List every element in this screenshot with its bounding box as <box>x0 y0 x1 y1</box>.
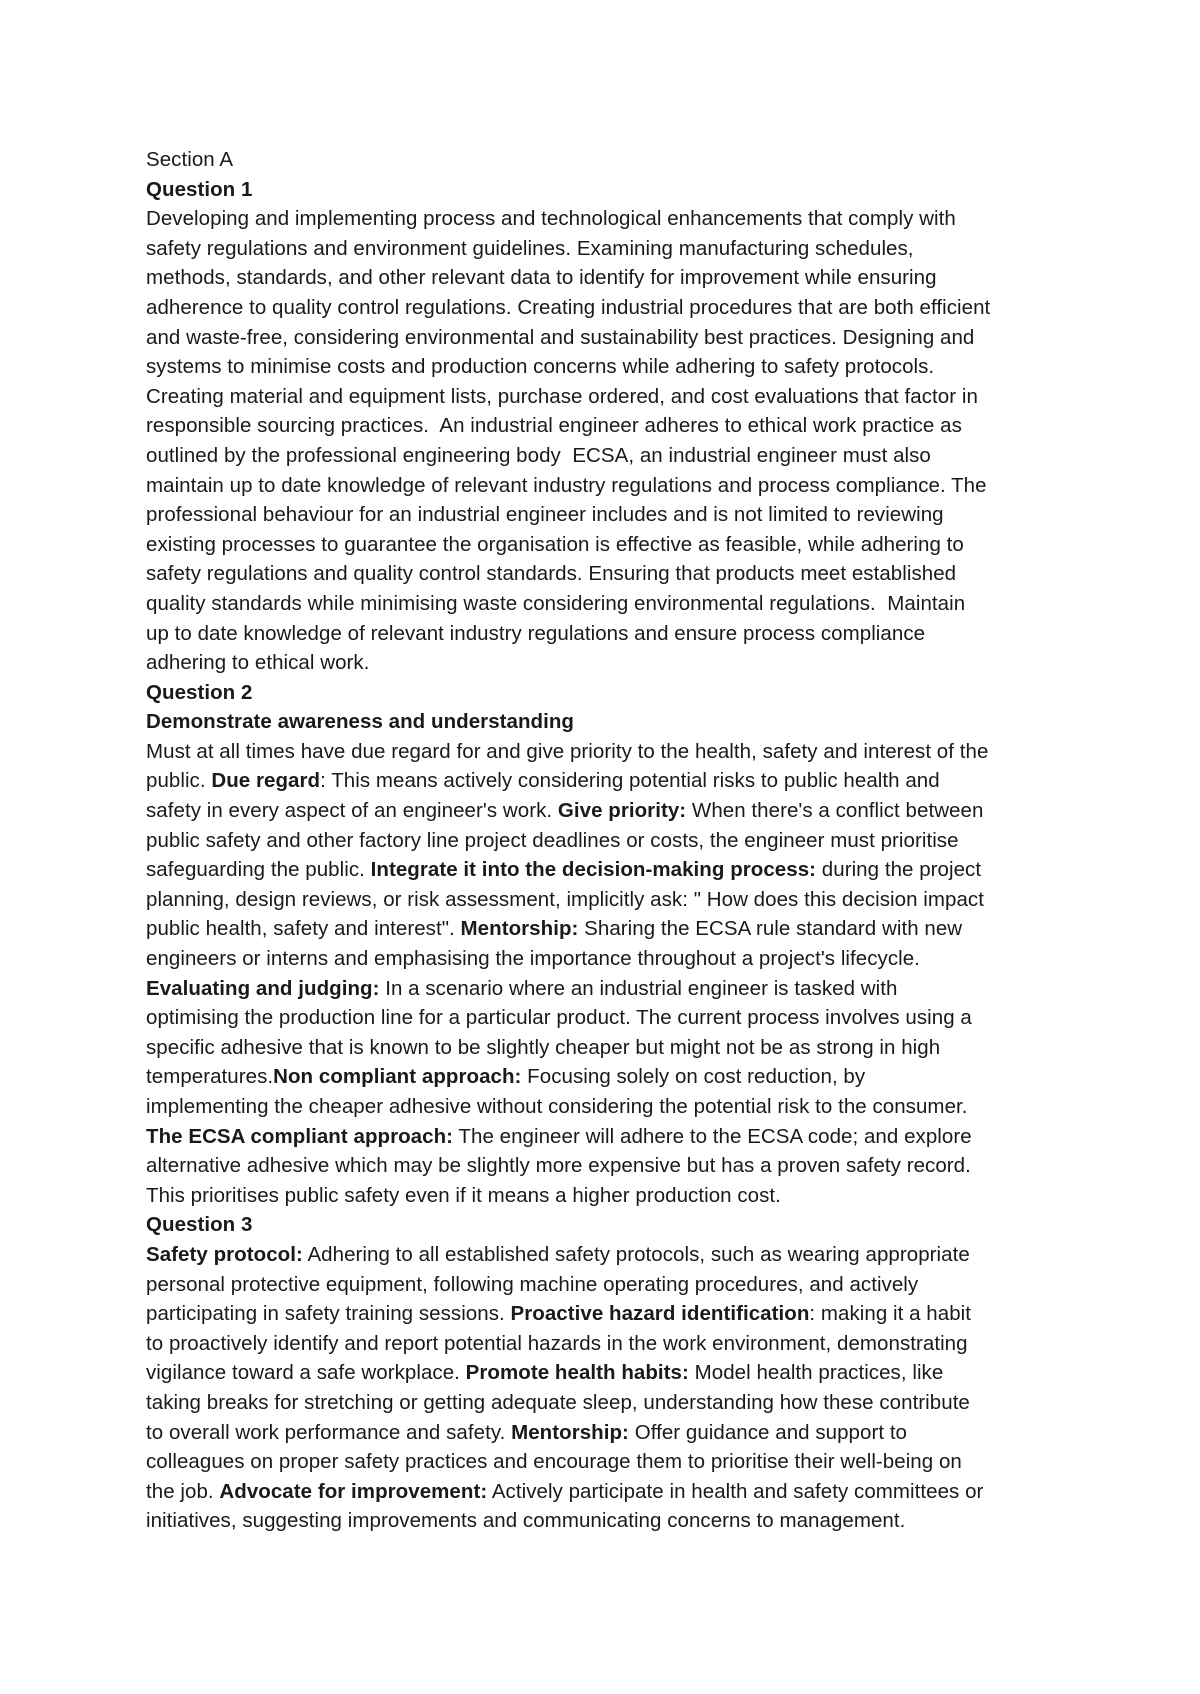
text-run: In a scenario where an industrial engineer is tasked with <box>379 976 898 1000</box>
bold-text: Proactive hazard identification <box>510 1302 810 1326</box>
text-run: Offer guidance and support to <box>628 1420 908 1444</box>
text-line <box>146 1151 1066 1181</box>
text-run: Actively participate in health and safety committees or <box>487 1479 984 1503</box>
text-run: safety regulations and environment guidelines. Examining manufacturing schedules, <box>146 236 914 260</box>
text-line <box>146 619 1066 649</box>
text-run: systems to minimise costs and production concerns while adhering to safety protocols. <box>146 355 935 379</box>
text-line <box>146 1506 1066 1536</box>
text-line <box>146 974 1066 1004</box>
text-run: public health, safety and interest". <box>146 917 461 941</box>
text-run: existing processes to guarantee the organisation is effective as feasible, while adhering to <box>146 532 964 556</box>
text-run: the job. <box>146 1479 220 1503</box>
text-line <box>146 944 1066 974</box>
text-run: up to date knowledge of relevant industry regulations and ensure process compliance <box>146 621 926 645</box>
text-line <box>146 589 1066 619</box>
text-run: Model health practices, like <box>688 1361 944 1385</box>
text-line <box>146 1418 1066 1448</box>
bold-text: Safety protocol: <box>146 1242 303 1266</box>
bold-text: Mentorship: <box>460 917 579 941</box>
text-run: initiatives, suggesting improvements and communicating concerns to management. <box>146 1509 906 1533</box>
text-run: colleagues on proper safety practices and encourage them to prioritise their well-being on <box>146 1450 962 1474</box>
text-line <box>146 323 1066 353</box>
text-line <box>146 1447 1066 1477</box>
text-line <box>146 914 1066 944</box>
text-line <box>146 766 1066 796</box>
bold-text: Demonstrate awareness and understanding <box>146 710 575 734</box>
text-run: Developing and implementing process and technological enhancements that comply with <box>146 207 956 231</box>
text-line <box>146 204 1066 234</box>
text-run: Must at all times have due regard for and give priority to the health, safety and interest of the <box>146 739 989 763</box>
text-run: : This means actively considering potential risks to public health and <box>320 769 940 793</box>
text-line <box>146 1210 1066 1240</box>
text-line <box>146 441 1066 471</box>
text-line <box>146 855 1066 885</box>
text-line <box>146 1033 1066 1063</box>
text-line <box>146 1092 1066 1122</box>
text-run: outlined by the professional engineering body ECSA, an industrial engineer must also <box>146 443 931 467</box>
text-run: specific adhesive that is known to be slightly cheaper but might not be as strong in high <box>146 1035 941 1059</box>
text-run: maintain up to date knowledge of relevant industry regulations and process compliance. The <box>146 473 987 497</box>
text-run: methods, standards, and other relevant data to identify for improvement while ensuring <box>146 266 937 290</box>
text-line <box>146 411 1066 441</box>
text-run: during the project <box>816 858 982 882</box>
text-run: participating in safety training sessions. <box>146 1302 511 1326</box>
bold-text: Integrate it into the decision-making process: <box>370 858 817 882</box>
text-run: vigilance toward a safe workplace. <box>146 1361 466 1385</box>
text-line <box>146 1329 1066 1359</box>
text-run: adherence to quality control regulations. Creating industrial procedures that are both efficient <box>146 295 991 319</box>
document-body <box>146 145 1066 1536</box>
text-line <box>146 1477 1066 1507</box>
text-run: : making it a habit <box>809 1302 972 1326</box>
text-line <box>146 796 1066 826</box>
text-run: personal protective equipment, following machine operating procedures, and actively <box>146 1272 919 1296</box>
text-run: engineers or interns and emphasising the importance throughout a project's lifecycle. <box>146 947 920 971</box>
bold-text: Non compliant approach: <box>273 1065 522 1089</box>
text-run: responsible sourcing practices. An industrial engineer adheres to ethical work practice as <box>146 414 962 438</box>
bold-text: Mentorship: <box>511 1420 629 1444</box>
text-run: planning, design reviews, or risk assessment, implicitly ask: " How does this decision impact <box>146 887 984 911</box>
text-run: Sharing the ECSA rule standard with new <box>578 917 963 941</box>
text-run: safeguarding the public. <box>146 858 371 882</box>
text-line <box>146 559 1066 589</box>
text-line <box>146 1388 1066 1418</box>
text-run: This prioritises public safety even if it means a higher production cost. <box>146 1183 781 1207</box>
text-line <box>146 1270 1066 1300</box>
text-line <box>146 530 1066 560</box>
text-line <box>146 293 1066 323</box>
text-run: to overall work performance and safety. <box>146 1420 512 1444</box>
text-run: quality standards while minimising waste considering environmental regulations. Maintain <box>146 591 966 615</box>
text-line <box>146 1358 1066 1388</box>
text-run: Focusing solely on cost reduction, by <box>521 1065 866 1089</box>
text-run: Creating material and equipment lists, purchase ordered, and cost evaluations that factor in <box>146 384 978 408</box>
text-line <box>146 1240 1066 1270</box>
text-run: Section A <box>146 148 234 171</box>
text-run: professional behaviour for an industrial engineer includes and is not limited to reviewing <box>146 503 944 527</box>
bold-text: Evaluating and judging: <box>146 976 380 1000</box>
text-run: safety regulations and quality control standards. Ensuring that products meet established <box>146 562 957 586</box>
text-run: safety in every aspect of an engineer's work. <box>146 799 558 823</box>
text-line <box>146 885 1066 915</box>
bold-text: Question 3 <box>146 1213 253 1237</box>
text-run: taking breaks for stretching or getting adequate sleep, understanding how these contribute <box>146 1390 970 1414</box>
text-line <box>146 826 1066 856</box>
text-line <box>146 707 1066 737</box>
text-run: temperatures. <box>146 1065 274 1089</box>
text-run: Adhering to all established safety protocols, such as wearing appropriate <box>302 1242 970 1266</box>
bold-text: Question 1 <box>146 177 253 201</box>
text-run: public. <box>146 769 212 793</box>
text-line <box>146 1003 1066 1033</box>
text-line <box>146 234 1066 264</box>
text-run: adhering to ethical work. <box>146 651 370 675</box>
text-line <box>146 352 1066 382</box>
bold-text: Promote health habits: <box>465 1361 689 1385</box>
text-line <box>146 1299 1066 1329</box>
text-run: implementing the cheaper adhesive without considering the potential risk to the consumer. <box>146 1095 968 1118</box>
text-line <box>146 382 1066 412</box>
text-line <box>146 263 1066 293</box>
text-line <box>146 678 1066 708</box>
bold-text: Advocate for improvement: <box>219 1479 488 1503</box>
text-run: to proactively identify and report potential hazards in the work environment, demonstrating <box>146 1331 968 1355</box>
text-run: public safety and other factory line project deadlines or costs, the engineer must prioritise <box>146 828 959 852</box>
text-line <box>146 145 1066 175</box>
text-line <box>146 471 1066 501</box>
text-run: and waste-free, considering environmental and sustainability best practices. Designing and <box>146 325 975 349</box>
text-run: When there's a conflict between <box>686 799 984 823</box>
text-line <box>146 1181 1066 1211</box>
bold-text: Due regard <box>211 769 321 793</box>
text-line <box>146 1122 1066 1152</box>
text-line <box>146 648 1066 678</box>
text-line <box>146 737 1066 767</box>
bold-text: Give priority: <box>557 799 687 823</box>
text-line <box>146 175 1066 205</box>
text-run: alternative adhesive which may be slightly more expensive but has a proven safety record. <box>146 1154 971 1178</box>
bold-text: Question 2 <box>146 680 253 704</box>
text-line <box>146 500 1066 530</box>
text-run: The engineer will adhere to the ECSA code; and explore <box>453 1124 972 1148</box>
text-run: optimising the production line for a particular product. The current process involves using a <box>146 1006 972 1030</box>
bold-text: The ECSA compliant approach: <box>146 1124 454 1148</box>
text-line <box>146 1062 1066 1092</box>
